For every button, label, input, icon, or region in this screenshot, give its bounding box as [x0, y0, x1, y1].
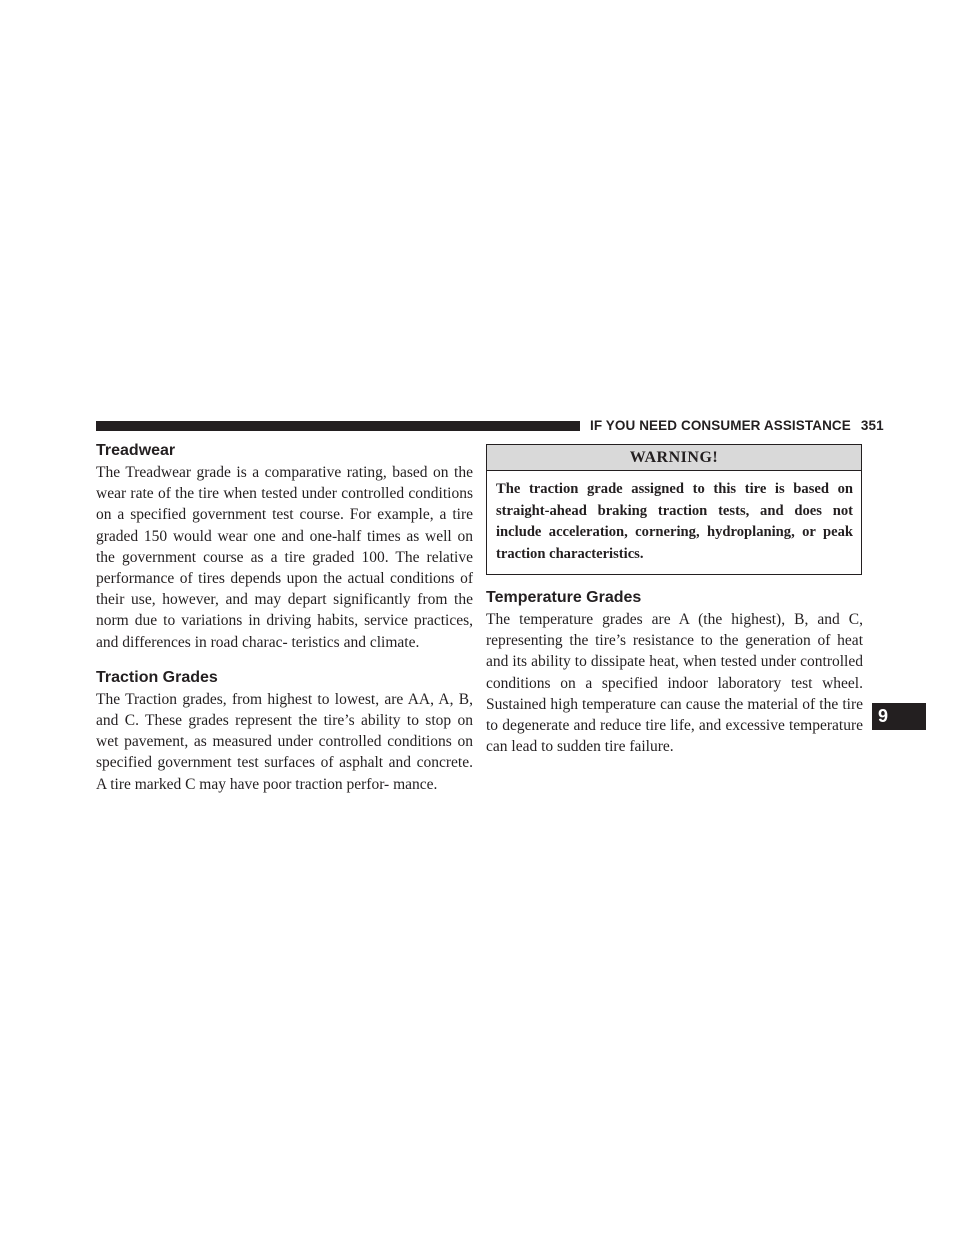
- traction-grades-heading: Traction Grades: [96, 668, 218, 686]
- chapter-tab: 9: [872, 703, 926, 730]
- temperature-grades-paragraph: The temperature grades are A (the highest), B, and C, representing the tire’s resistance to the generation of heat and its ability to dissipate heat, when tested under controlled conditions on a specified indoor laboratory test wheel. Sustained high temperature can cause the material of the tire to degenerate and reduce tire life, and excessive temperature can lead to sudden tire failure.: [486, 611, 863, 756]
- right-column: [486, 444, 863, 757]
- page-number: 351: [860, 418, 884, 433]
- left-column: [96, 440, 473, 795]
- traction-grades-paragraph: The Traction grades, from highest to lowest, are AA, A, B, and C. These grades represent the tire’s ability to stop on wet pavement, as measured under controlled conditions on specified government test surfaces of asphalt and concrete. A tire marked C may have poor traction perfor- mance.: [96, 690, 473, 793]
- treadwear-heading: Treadwear: [96, 442, 176, 459]
- section-title: IF YOU NEED CONSUMER ASSISTANCE: [590, 418, 851, 433]
- treadwear-paragraph: The Treadwear grade is a comparative rating, based on the wear rate of the tire when tested under controlled conditions on a specified government test course. For example, a tire graded 150 would wear one and one-half times as well on the government course as a tire graded 100. The relative performance of tires depends upon the actual conditions of their use, however, and may depart significantly from the norm due to variations in driving habits, service practices, and differences in road charac- teristics and climate.: [96, 464, 473, 651]
- temperature-grades-heading: Temperature Grades: [486, 589, 642, 606]
- header-rule: [96, 421, 580, 431]
- warning-box: [486, 444, 862, 575]
- warning-text: The traction grade assigned to this tire is based on straight-ahead braking traction tests, and does not include acceleration, cornering, hydroplaning, or peak traction characteristics.: [496, 481, 853, 562]
- running-header: [590, 418, 884, 433]
- warning-title: WARNING!: [487, 445, 861, 471]
